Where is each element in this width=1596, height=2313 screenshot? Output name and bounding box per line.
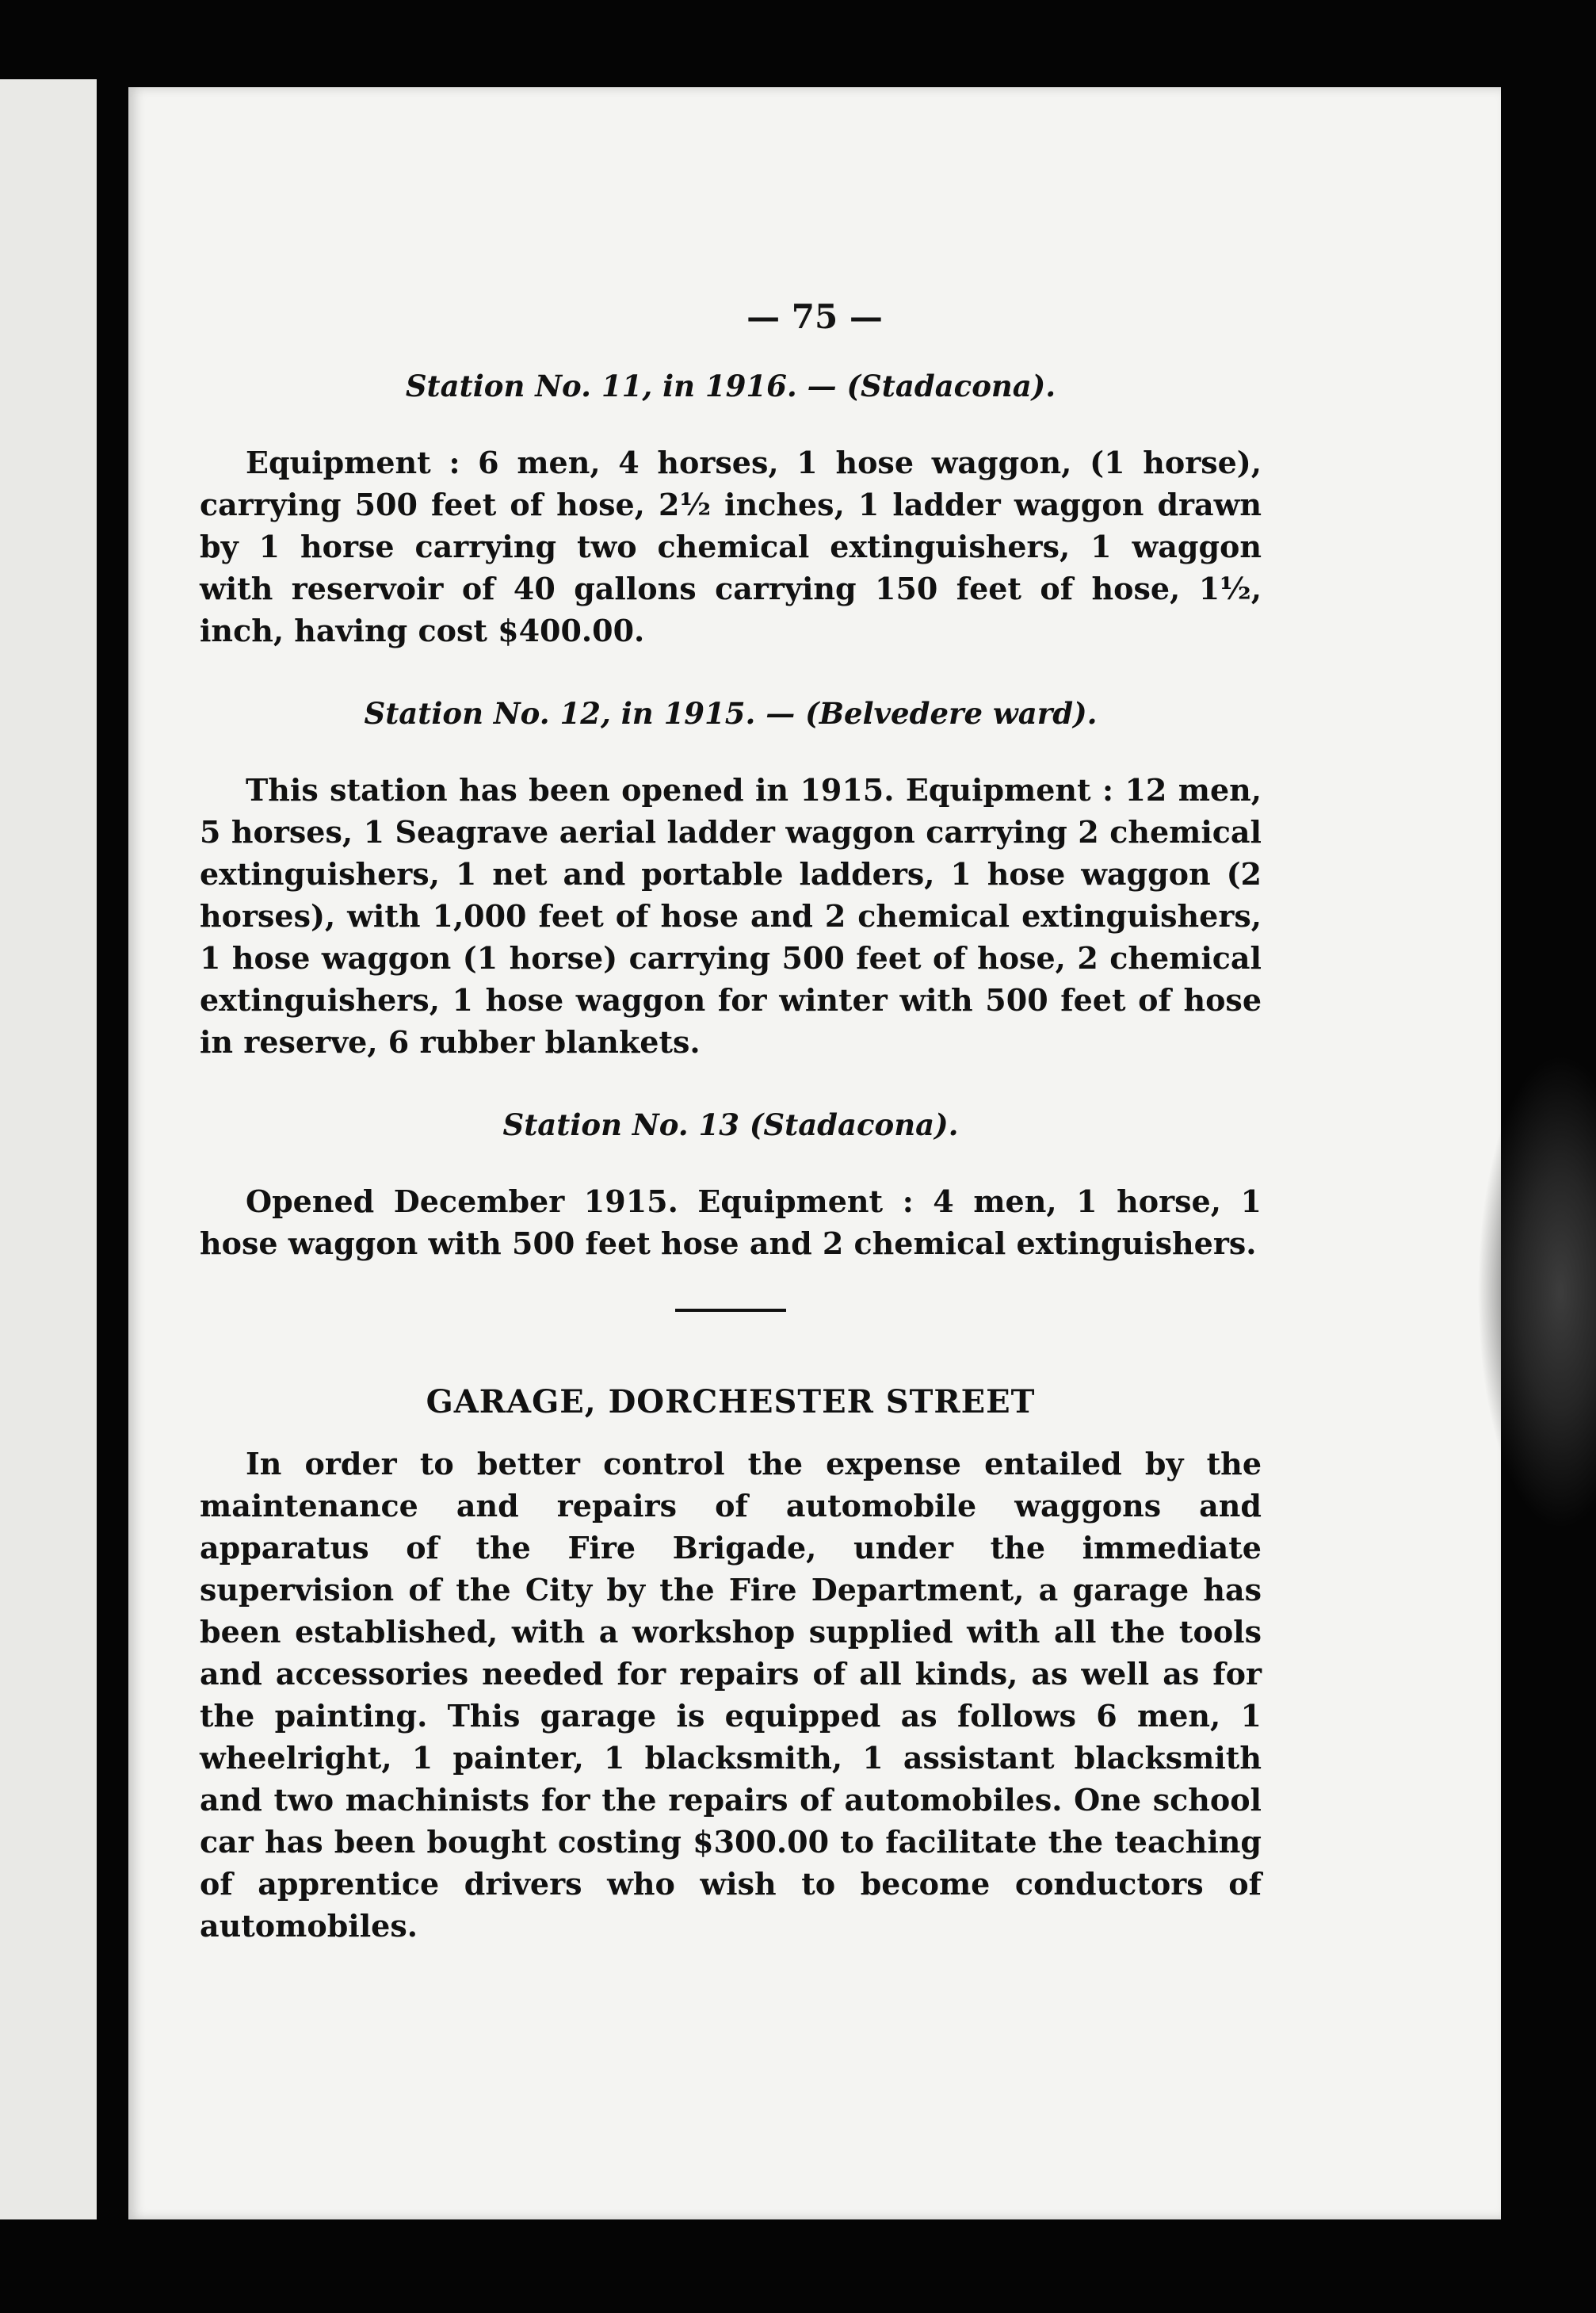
page-content <box>200 369 1262 1991</box>
station-11-heading: Station No. 11, in 1916. — (Stadacona). <box>405 369 1056 403</box>
garage-text: In order to better control the expense entailed by the maintenance and repairs of automobile waggons and apparatus of the Fire Brigade, under the immediate supervision of the City by the Fire Department, a garage has been established, with a workshop supplied with all the tools and accessories needed for repairs of all kinds, as well as for the painting. This garage is equipped as follows 6 men, 1 wheelright, 1 painter, 1 blacksmith, 1 assistant blacksmith and two machinists for the repairs of automobiles. One school car has been bought costing $300.00 to facilitate the teaching of apprentice drivers who wish to become conductors of automobiles. <box>200 1446 1262 1944</box>
station-12-section <box>200 696 1262 1063</box>
station-13-text: Opened December 1915. Equipment : 4 men, 1 horse, 1 hose waggon with 500 feet hose and 2 chemical extinguishers. <box>200 1183 1262 1261</box>
page-number: — 75 — <box>746 297 883 336</box>
station-13-section <box>200 1107 1262 1264</box>
station-12-heading: Station No. 12, in 1915. — (Belvedere ward). <box>364 696 1098 731</box>
left-page-edge <box>0 79 97 2219</box>
station-11-text: Equipment : 6 men, 4 horses, 1 hose waggon, (1 horse), carrying 500 feet of hose, 2½ inches, 1 ladder waggon drawn by 1 horse carrying two chemical extinguishers, 1 waggon with reservoir of 40 gallons carrying 150 feet of hose, 1½, inch, having cost $400.00. <box>200 445 1262 648</box>
station-12-text: This station has been opened in 1915. Equipment : 12 men, 5 horses, 1 Seagrave aerial ladder waggon carrying 2 chemical extinguishers, 1 net and portable ladders, 1 hose waggon (2 horses), with 1,000 feet of hose and 2 chemical extinguishers, 1 hose waggon (1 horse) carrying 500 feet of hose, 2 chemical extinguishers, 1 hose waggon for winter with 500 feet of hose in reserve, 6 rubber blankets. <box>200 772 1262 1060</box>
book-page <box>128 87 1501 2219</box>
section-divider <box>675 1309 786 1312</box>
page-damage <box>1477 1054 1596 1530</box>
station-13-heading: Station No. 13 (Stadacona). <box>502 1107 959 1142</box>
garage-heading: GARAGE, DORCHESTER STREET <box>426 1383 1036 1420</box>
station-11-section <box>200 369 1262 652</box>
garage-section <box>200 1383 1262 1947</box>
